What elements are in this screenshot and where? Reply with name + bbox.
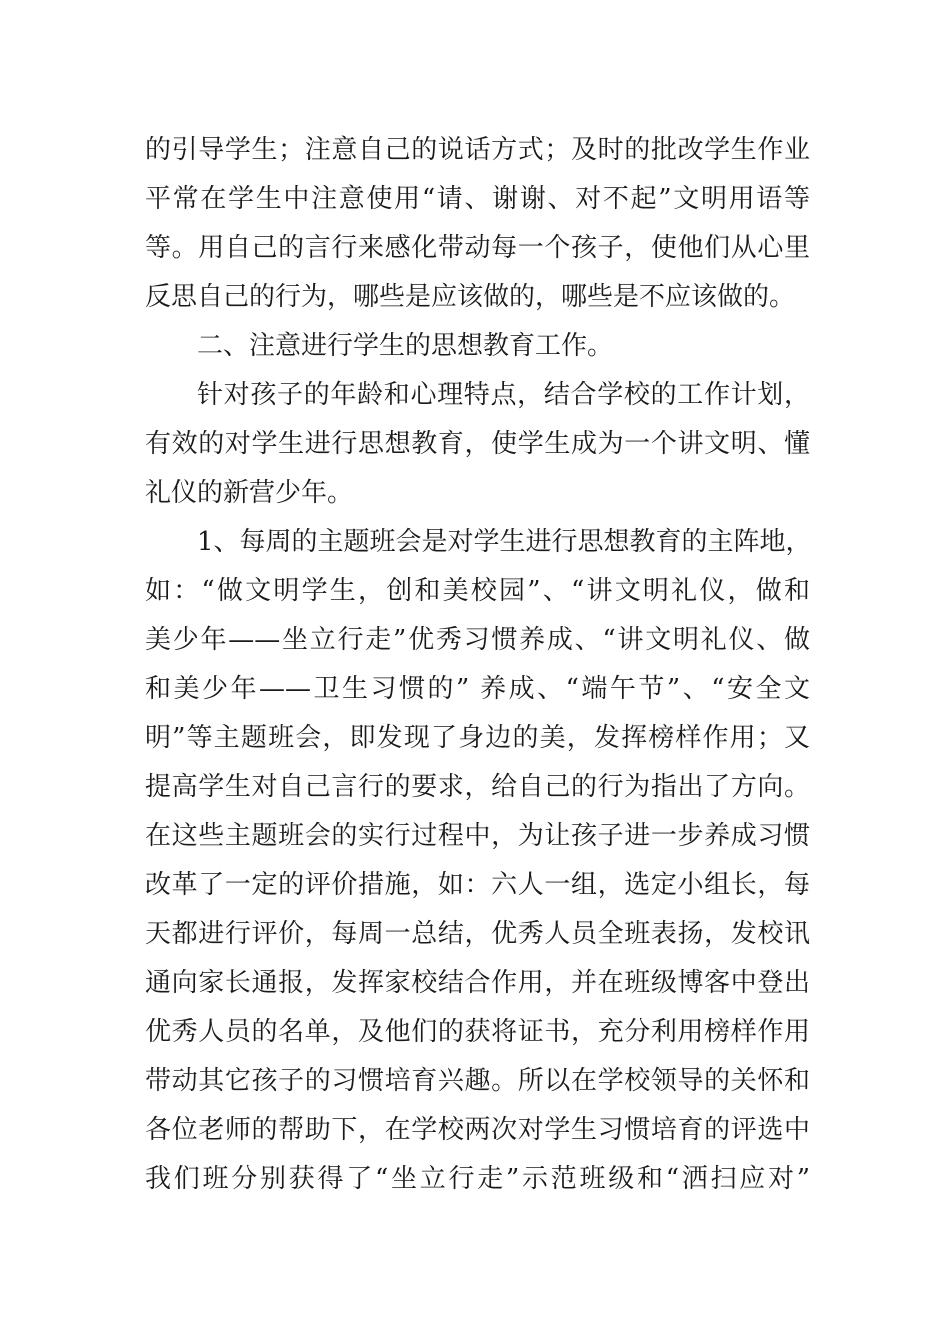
text-line: 等。用自己的言行来感化带动每一个孩子，使他们从心里 [145, 233, 810, 263]
text-line: 提高学生对自己言行的要求，给自己的行为指出了方向。 [145, 772, 810, 802]
text-line: 平常在学生中注意使用“请、谢谢、对不起”文明用语等 [145, 184, 810, 214]
text-line: 通向家长通报，发挥家校结合作用，并在班级博客中登出 [145, 968, 810, 998]
text-line: 二、注意进行学生的思想教育工作。 [197, 331, 614, 361]
text-line: 礼仪的新营少年。 [145, 478, 354, 508]
text-line: 1、每周的主题班会是对学生进行思想教育的主阵地， [197, 527, 812, 557]
text-line: 明”等主题班会，即发现了身边的美，发挥榜样作用；又 [145, 723, 810, 753]
text-line: 和美少年——卫生习惯的” 养成、“端午节”、“安全文 [145, 674, 810, 704]
text-line: 优秀人员的名单，及他们的获将证书，充分利用榜样作用 [145, 1017, 810, 1047]
text-line: 反思自己的行为，哪些是应该做的，哪些是不应该做的。 [145, 282, 796, 312]
text-line: 如：“做文明学生，创和美校园”、“讲文明礼仪，做和 [145, 576, 810, 606]
text-line: 针对孩子的年龄和心理特点，结合学校的工作计划， [197, 380, 810, 410]
text-line: 我们班分别获得了“坐立行走”示范班级和“洒扫应对” [145, 1164, 810, 1194]
text-line: 在这些主题班会的实行过程中，为让孩子进一步养成习惯 [145, 821, 810, 851]
text-line: 各位老师的帮助下，在学校两次对学生习惯培育的评选中 [145, 1115, 810, 1145]
text-line: 改革了一定的评价措施，如：六人一组，选定小组长，每 [145, 870, 810, 900]
text-line: 有效的对学生进行思想教育，使学生成为一个讲文明、懂 [145, 429, 810, 459]
text-line: 天都进行评价，每周一总结，优秀人员全班表扬，发校讯 [145, 919, 810, 949]
document-body [145, 126, 810, 1204]
text-line: 美少年——坐立行走”优秀习惯养成、“讲文明礼仪、做 [145, 625, 810, 655]
text-line: 带动其它孩子的习惯培育兴趣。所以在学校领导的关怀和 [145, 1066, 810, 1096]
text-line: 的引导学生；注意自己的说话方式；及时的批改学生作业 [145, 135, 810, 165]
